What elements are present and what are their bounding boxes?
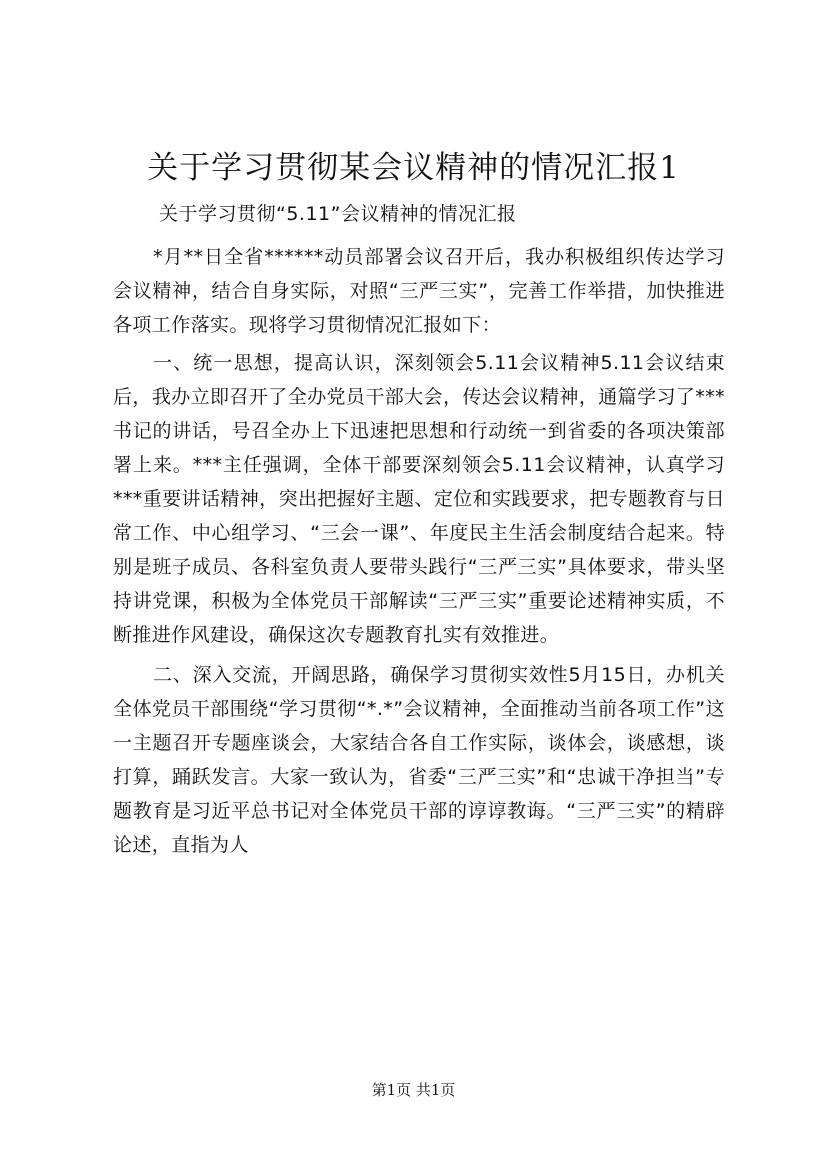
document-subtitle: 关于学习贯彻“5.11”会议精神的情况汇报: [159, 203, 517, 225]
document-body: [113, 240, 725, 866]
document-title: 关于学习贯彻某会议精神的情况汇报1: [147, 150, 680, 186]
page-number-footer: 第1页 共1页: [371, 1081, 456, 1099]
paragraph-section-two: 二、深入交流，开阔思路，确保学习贯彻实效性5月15日，办机关全体党员干部围绕“学习贯彻“*.*”会议精神，全面推动当前各项工作”这一主题召开专题座谈会，大家结合各自工作实际，谈体会，谈感想，谈打算，踊跃发言。大家一致认为，省委“三严三实”和“忠诚干净担当”专题教育是习近平总书记对全体党员干部的谆谆教诲。“三严三实”的精辟论述，直指为人: [113, 664, 725, 856]
paragraph-intro: *月**日全省******动员部署会议召开后，我办积极组织传达学习会议精神，结合自身实际，对照“三严三实”，完善工作举措，加快推进各项工作落实。现将学习贯彻情况汇报如下：: [113, 246, 725, 336]
paragraph-section-one: 一、统一思想，提高认识，深刻领会5.11会议精神5.11会议结束后，我办立即召开了全办党员干部大会，传达会议精神，通篇学习了***书记的讲话，号召全办上下迅速把思想和行动统一到省委的各项决策部署上来。***主任强调，全体干部要深刻领会5.11会议精神，认真学习***重要讲话精神，突出把握好主题、定位和实践要求，把专题教育与日常工作、中心组学习、“三会一课”、年度民主生活会制度结合起来。特别是班子成员、各科室负责人要带头践行“三严三实”具体要求，带头坚持讲党课，积极为全体党员干部解读“三严三实”重要论述精神实质，不断推进作风建设，确保这次专题教育扎实有效推进。: [113, 352, 725, 646]
